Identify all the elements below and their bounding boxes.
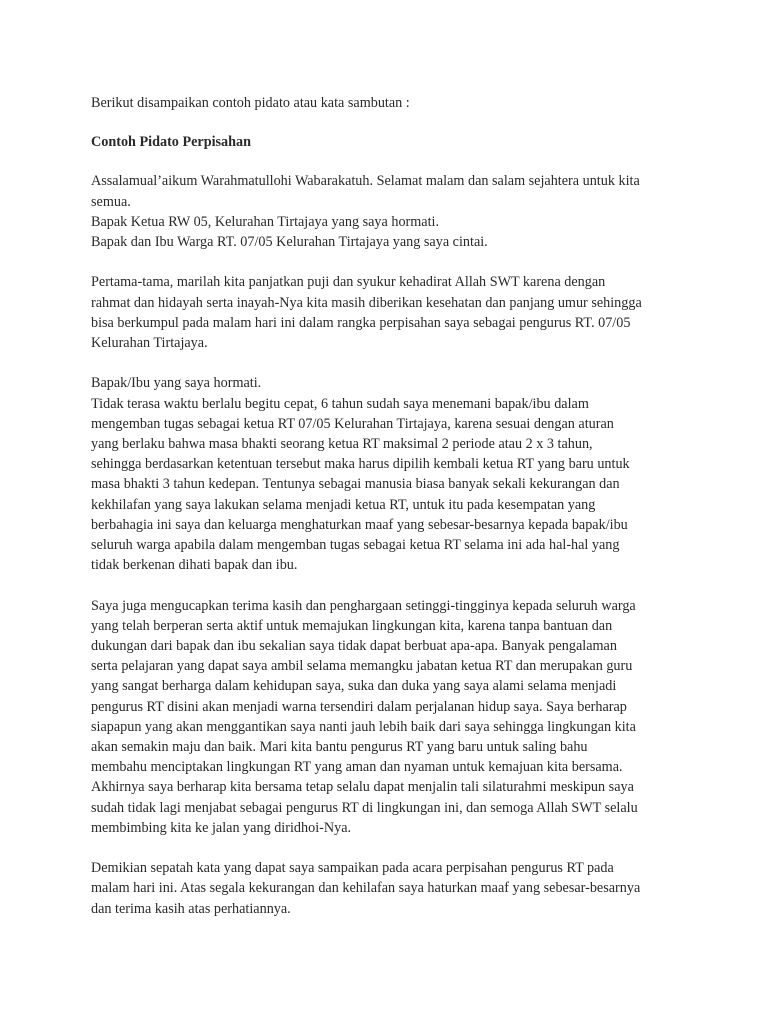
document-body xyxy=(91,93,691,939)
paragraph-farewell: Bapak/Ibu yang saya hormati. Tidak terasa waktu berlalu begitu cepat, 6 tahun sudah saya menemani bapak/ibu dalam mengemban tugas sebagai ketua RT 07/05 Kelurahan Tirtajaya, karena sesuai dengan aturan yang berlaku bahwa masa bhakti seorang ketua RT maksimal 2 periode atau 2 x 3 tahun, sehingga berdasarkan ketentuan tersebut maka harus dipilih kembali ketua RT yang baru untuk masa bhakti 3 tahun kedepan. Tentunya sebagai manusia biasa banyak sekali kekurangan dan kekhilafan yang saya lakukan selama menjadi ketua RT, untuk itu pada kesempatan yang berbahagia ini saya dan keluarga menghaturkan maaf yang sebesar-besarnya kepada bapak/ibu seluruh warga apabila dalam mengemban tugas sebagai ketua RT selama ini ada hal-hal yang tidak berkenan dihati bapak dan ibu. xyxy=(91,375,630,574)
paragraph-closing: Demikian sepatah kata yang dapat saya sampaikan pada acara perpisahan pengurus RT pada malam hari ini. Atas segala kekurangan dan kehilafan saya haturkan maaf yang sebesar-besarnya dan terima kasih atas perhatiannya. xyxy=(91,860,641,917)
paragraph-greeting: Assalamual’aikum Warahmatullohi Wabarakatuh. Selamat malam dan salam sejahtera untuk kita semua. Bapak Ketua RW 05, Kelurahan Tirtajaya yang saya hormati. Bapak dan Ibu Warga RT. 07/05 Kelurahan Tirtajaya yang saya cintai. xyxy=(91,173,640,251)
intro-line: Berikut disampaikan contoh pidato atau kata sambutan : xyxy=(91,95,410,111)
speech-title: Contoh Pidato Perpisahan xyxy=(91,134,252,151)
paragraph-gratitude: Pertama-tama, marilah kita panjatkan puji dan syukur kehadirat Allah SWT karena dengan rahmat dan hidayah serta inayah-Nya kita masih diberikan kesehatan dan panjang umur sehingga bisa berkumpul pada malam hari ini dalam rangka perpisahan saya sebagai pengurus RT. 07/05 Kelurahan Tirtajaya. xyxy=(91,274,642,352)
paragraph-thanks: Saya juga mengucapkan terima kasih dan penghargaan setinggi-tingginya kepada seluruh warga yang telah berperan serta aktif untuk memajukan lingkungan kita, karena tanpa bantuan dan dukungan dari bapak dan ibu sekalian saya tidak dapat berbuat apa-apa. Banyak pengalaman serta pelajaran yang dapat saya ambil selama memangku jabatan ketua RT dan merupakan guru yang sangat berharga dalam kehidupan saya, suka dan duka yang saya alami selama menjadi pengurus RT disini akan menjadi warna tersendiri dalam perjalanan hidup saya. Saya berharap siapapun yang akan menggantikan saya nanti jauh lebih baik dari saya sehingga lingkungan kita akan semakin maju dan baik. Mari kita bantu pengurus RT yang baru untuk saling bahu membahu menciptakan lingkungan RT yang aman dan nyaman untuk kemajuan kita bersama. Akhirnya saya berharap kita bersama tetap selalu dapat menjalin tali silaturahmi meskipun saya sudah tidak lagi menjabat sebagai pengurus RT di lingkungan ini, dan semoga Allah SWT selalu membimbing kita ke jalan yang diridhoi-Nya. xyxy=(91,597,638,836)
